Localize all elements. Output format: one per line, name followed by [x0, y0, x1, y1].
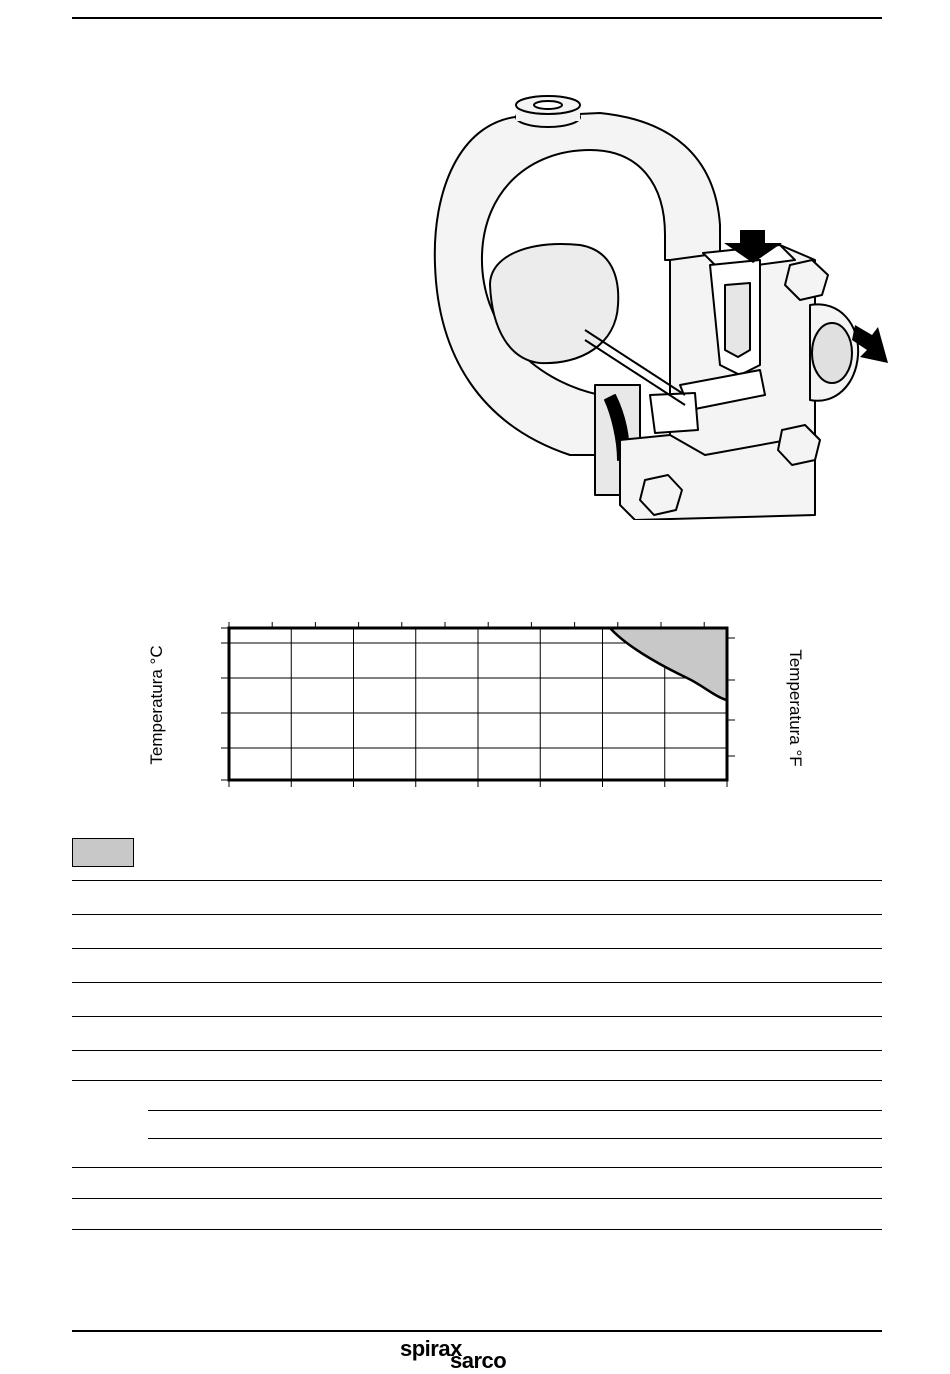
- top-rule: [72, 17, 882, 19]
- table-tag: [72, 838, 134, 867]
- table-subrule: [148, 1110, 882, 1111]
- table-rule: [72, 1016, 882, 1017]
- table-rule: [72, 1080, 882, 1081]
- spirax-sarco-logo: [400, 1336, 560, 1372]
- chart-plot: [140, 615, 820, 805]
- logo-word-spirax: spirax: [400, 1336, 462, 1361]
- table-rule: [72, 982, 882, 983]
- steam-trap-illustration: [420, 95, 890, 520]
- table-rule: [72, 948, 882, 949]
- temperature-chart: [140, 615, 820, 805]
- y-axis-right-label: Temperatura °F: [786, 649, 805, 767]
- table-rule: [72, 880, 882, 881]
- table-rule: [72, 1050, 882, 1051]
- table-subrule: [148, 1138, 882, 1139]
- table-rule: [72, 914, 882, 915]
- y-axis-left-label: Temperatura °C: [147, 645, 166, 765]
- table-rule: [72, 1229, 882, 1230]
- logo-word-sarco: sarco: [450, 1348, 507, 1373]
- steam-zone-region: [610, 628, 727, 700]
- bottom-rule: [72, 1330, 882, 1332]
- table-rule: [72, 1167, 882, 1168]
- table-rule: [72, 1198, 882, 1199]
